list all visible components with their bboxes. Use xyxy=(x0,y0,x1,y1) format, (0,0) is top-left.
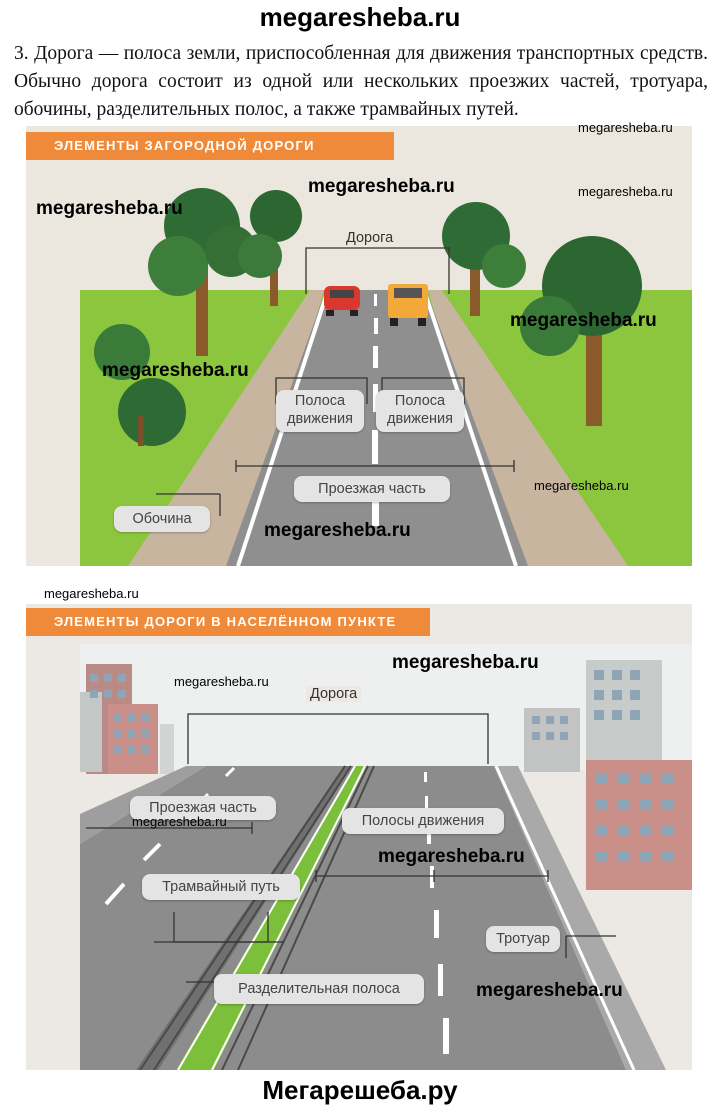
label-lane-right xyxy=(376,390,464,432)
watermark[interactable]: megaresheba.ru xyxy=(132,814,227,829)
lane-left-line1: Полоса xyxy=(294,393,346,409)
label-shoulder: Обочина xyxy=(114,506,210,532)
watermark[interactable]: megaresheba.ru xyxy=(36,198,183,219)
lane-left-line2: движения xyxy=(287,411,353,427)
site-header[interactable]: megaresheba.ru xyxy=(259,2,461,32)
label-road: Дорога xyxy=(342,230,397,246)
banner-rural: ЭЛЕМЕНТЫ ЗАГОРОДНОЙ ДОРОГИ xyxy=(26,132,394,160)
watermark[interactable]: megaresheba.ru xyxy=(264,520,411,541)
label-city-road: Дорога xyxy=(306,686,361,702)
watermark[interactable]: megaresheba.ru xyxy=(44,586,139,601)
watermark[interactable]: megaresheba.ru xyxy=(510,310,657,331)
label-tram-track: Трамвайный путь xyxy=(142,874,300,900)
site-footer[interactable]: Мегарешеба.ру xyxy=(262,1075,458,1105)
watermark[interactable]: megaresheba.ru xyxy=(308,176,455,197)
watermark[interactable]: megaresheba.ru xyxy=(578,120,673,135)
lane-right-line2: движения xyxy=(387,411,453,427)
watermark[interactable]: megaresheba.ru xyxy=(476,980,623,1001)
label-lane-left xyxy=(276,390,364,432)
watermark[interactable]: megaresheba.ru xyxy=(378,846,525,867)
label-divider-strip: Разделительная полоса xyxy=(214,974,424,1004)
label-carriageway: Проезжая часть xyxy=(294,476,450,502)
lane-right-line1: Полоса xyxy=(394,393,446,409)
label-sidewalk: Тротуар xyxy=(486,926,560,952)
watermark[interactable]: megaresheba.ru xyxy=(174,674,269,689)
label-lanes: Полосы движения xyxy=(342,808,504,834)
watermark[interactable]: megaresheba.ru xyxy=(392,652,539,673)
paragraph-road-definition: 3. Дорога — полоса земли, приспособленная для движения транспортных средств. Обычно дорога состоит из одной или нескольких проезжих частей, тротуара, обочины, разделительных полос, а также трамвайных путей. xyxy=(14,43,708,120)
watermark[interactable]: megaresheba.ru xyxy=(578,184,673,199)
banner-city: ЭЛЕМЕНТЫ ДОРОГИ В НАСЕЛЁННОМ ПУНКТЕ xyxy=(26,608,430,636)
label-city-carriageway: Проезжая часть xyxy=(130,796,276,820)
watermark[interactable]: megaresheba.ru xyxy=(534,478,629,493)
watermark[interactable]: megaresheba.ru xyxy=(102,360,249,381)
